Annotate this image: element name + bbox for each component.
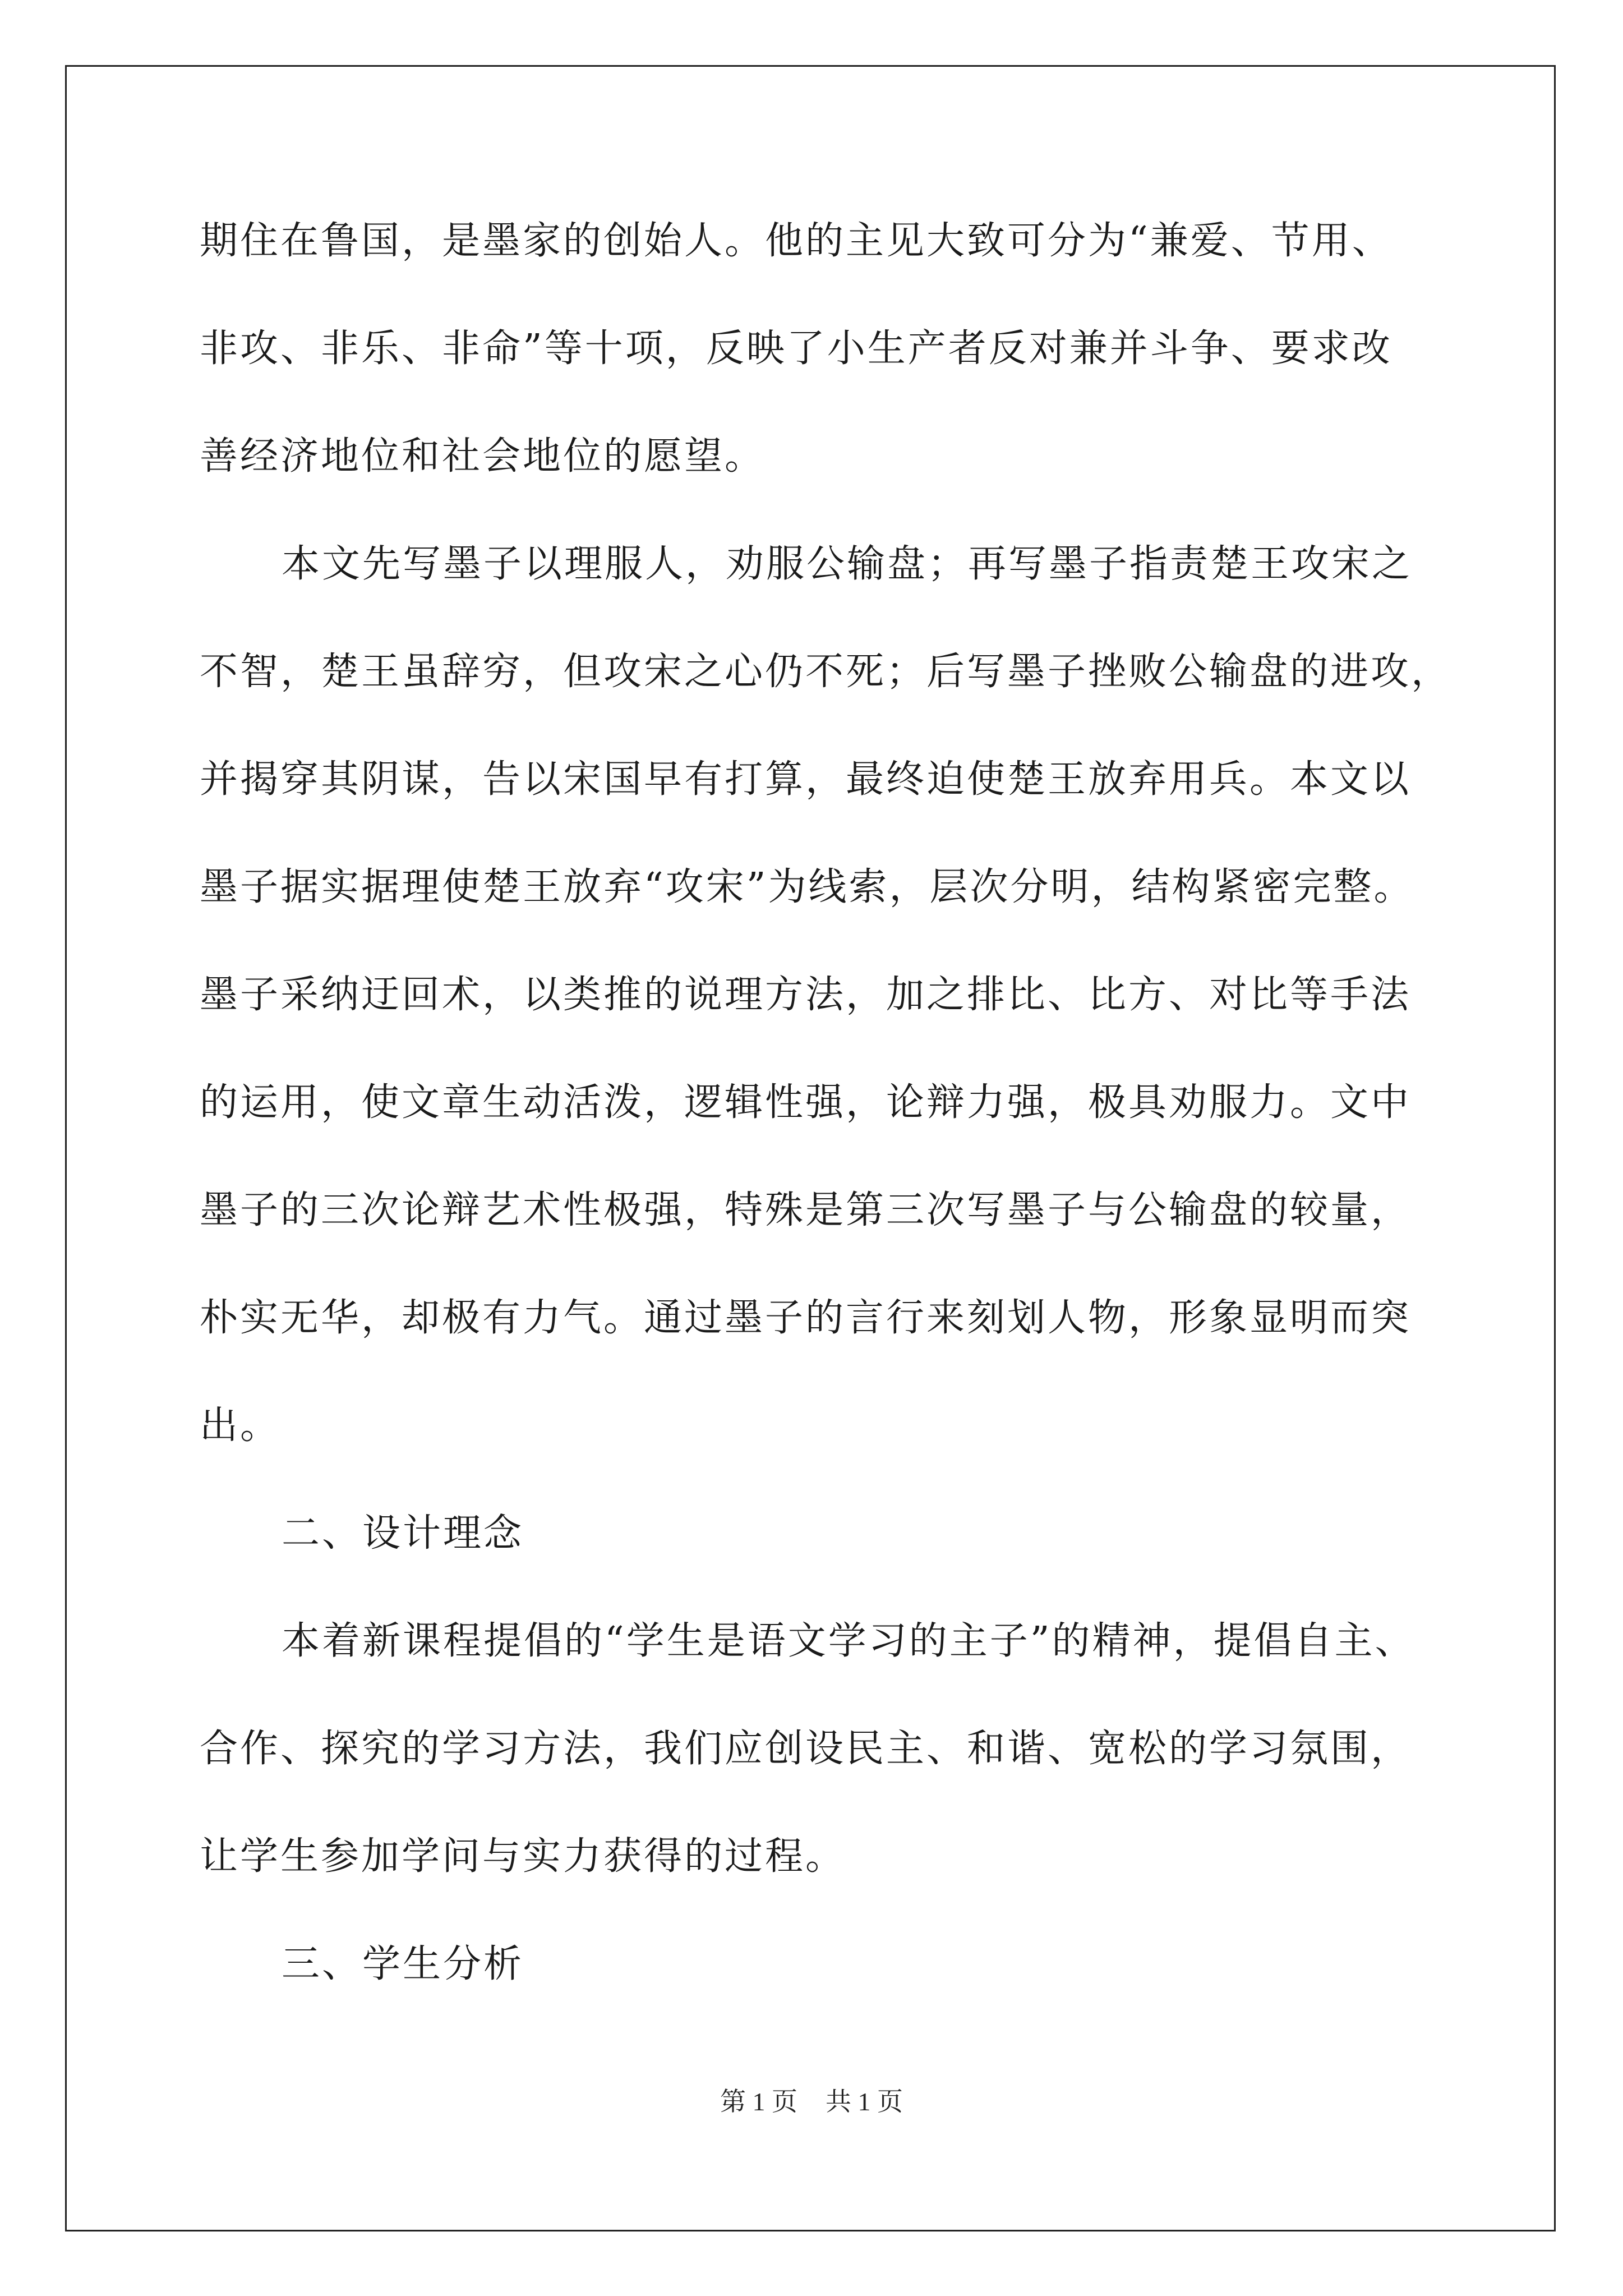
text-line: 合作、探究的学习方法，我们应创设民主、和谐、宽松的学习氛围， (200, 1727, 1412, 1771)
text-line: 让学生参加学问与实力获得的过程。 (200, 1834, 846, 1879)
paragraph-start-line: 本文先写墨子以理服人，劝服公输盘；再写墨子指责楚王攻宋之 (282, 542, 1413, 586)
text-line: 墨子的三次论辩艺术性极强，特殊是第三次写墨子与公输盘的较量， (200, 1188, 1412, 1232)
paragraph-start-line: 本着新课程提倡的“学生是语文学习的主子”的精神，提倡自主、 (282, 1619, 1415, 1663)
text-line: 的运用，使文章生动活泼，逻辑性强，论辩力强，极具劝服力。文中 (200, 1080, 1412, 1125)
text-line: 不智，楚王虽辞穷，但攻宋之心仍不死；后写墨子挫败公输盘的进攻， (200, 650, 1452, 694)
page-footer (0, 2081, 1623, 2118)
text-line: 非攻、非乐、非命”等十项，反映了小生产者反对兼并斗争、要求改 (200, 326, 1393, 371)
text-line: 善经济地位和社会地位的愿望。 (200, 434, 766, 478)
text-line: 墨子据实据理使楚王放弃“攻宋”为线索，层次分明，结构紧密完整。 (200, 865, 1414, 909)
text-line: 朴实无华，却极有力气。通过墨子的言行来刻划人物，形象显明而突 (200, 1296, 1412, 1340)
document-body (200, 208, 1461, 2039)
section-heading: 三、学生分析 (282, 1942, 524, 1986)
page-number: 第 1 页 (720, 2087, 797, 2116)
text-line: 并揭穿其阴谋，告以宋国早有打算，最终迫使楚王放弃用兵。本文以 (200, 757, 1412, 802)
section-heading: 二、设计理念 (282, 1511, 524, 1556)
text-line: 期住在鲁国，是墨家的创始人。他的主见大致可分为“兼爱、节用、 (200, 219, 1393, 263)
page-total: 共 1 页 (826, 2087, 903, 2116)
text-line: 墨子采纳迂回术，以类推的说理方法，加之排比、比方、对比等手法 (200, 973, 1412, 1017)
text-line: 出。 (200, 1404, 281, 1448)
